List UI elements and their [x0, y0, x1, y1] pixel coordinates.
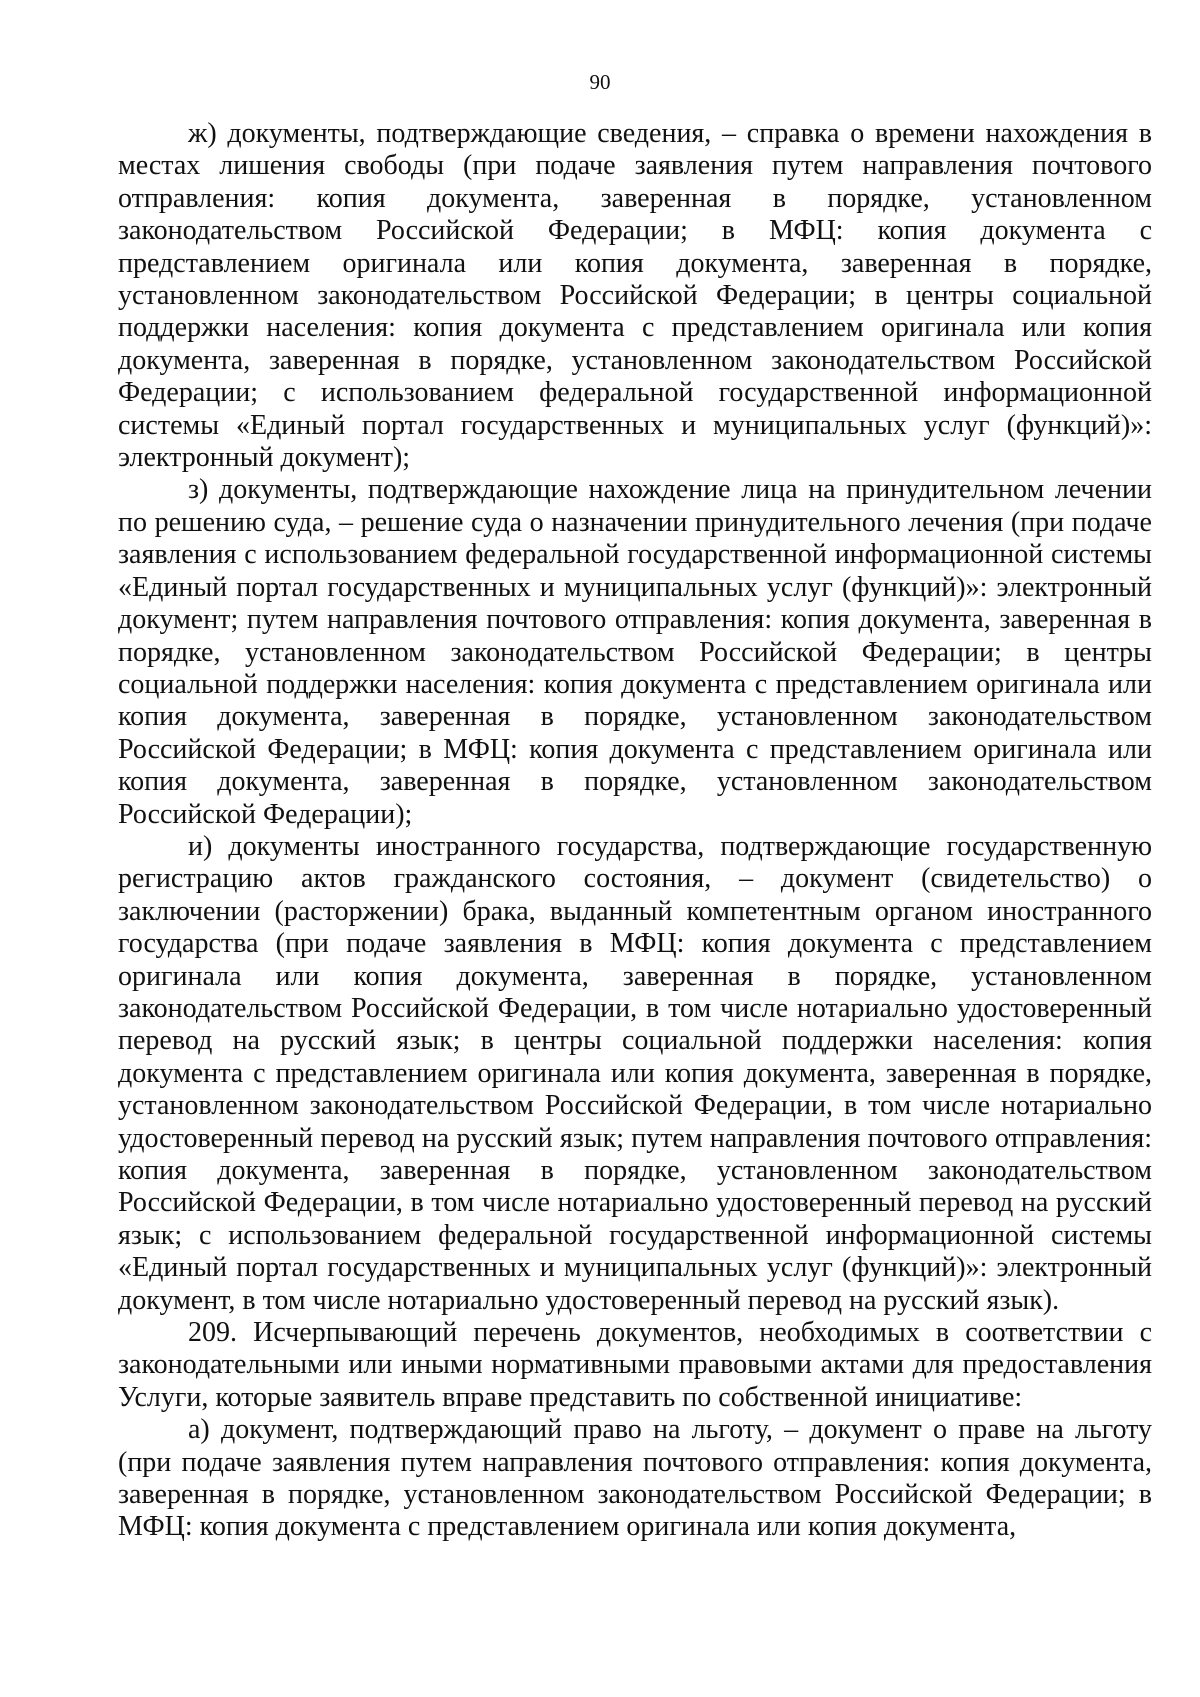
paragraph-z: з) документы, подтверждающие нахождение лица на принудительном лечении по решению суда, – решение суда о назначении принудительного лечения (при подаче заявления с использованием федеральной государственной информационной системы «Единый портал государственных и муниципальных услуг (функций)»: электронный документ; путем направления почтового отправления: копия документа, заверенная в порядке, установленном законодательством Российской Федерации; в центры социальной поддержки населения: копия документа с представлением оригинала или копия документа, заверенная в порядке, установленном законодательством Российской Федерации; в МФЦ: копия документа с представлением оригинала или копия документа, заверенная в порядке, установленном законодательством Российской Федерации); [118, 474, 1152, 830]
paragraph-i: и) документы иностранного государства, подтверждающие государственную регистрацию актов гражданского состояния, – документ (свидетельство) о заключении (расторжении) брака, выданный компетентным органом иностранного государства (при подаче заявления в МФЦ: копия документа с представлением оригинала или копия документа, заверенная в порядке, установленном законодательством Российской Федерации, в том числе нотариально удостоверенный перевод на русский язык; в центры социальной поддержки населения: копия документа с представлением оригинала или копия документа, заверенная в порядке, установленном законодательством Российской Федерации, в том числе нотариально удостоверенный перевод на русский язык; путем направления почтового отправления: копия документа, заверенная в порядке, установленном законодательством Российской Федерации, в том числе нотариально удостоверенный перевод на русский язык; с использованием федеральной государственной информационной системы «Единый портал государственных и муниципальных услуг (функций)»: электронный документ, в том числе нотариально удостоверенный перевод на русский язык). [118, 830, 1152, 1316]
paragraph-a: а) документ, подтверждающий право на льготу, – документ о праве на льготу (при подаче заявления путем направления почтового отправления: копия документа, заверенная в порядке, установленном законодательством Российской Федерации; в МФЦ: копия документа с представлением оригинала или копия документа, [118, 1414, 1152, 1543]
document-body [118, 118, 1152, 1544]
page-number: 90 [589, 70, 611, 94]
paragraph-zh: ж) документы, подтверждающие сведения, – справка о времени нахождения в местах лишения свободы (при подаче заявления путем направления почтового отправления: копия документа, заверенная в порядке, установленном законодательством Российской Федерации; в МФЦ: копия документа с представлением оригинала или копия документа, заверенная в порядке, установленном законодательством Российской Федерации; в центры социальной поддержки населения: копия документа с представлением оригинала или копия документа, заверенная в порядке, установленном законодательством Российской Федерации; с использованием федеральной государственной информационной системы «Единый портал государственных и муниципальных услуг (функций)»: электронный документ); [118, 118, 1152, 474]
paragraph-209: 209. Исчерпывающий перечень документов, необходимых в соответствии с законодательными или иными нормативными правовыми актами для предоставления Услуги, которые заявитель вправе представить по собственной инициативе: [118, 1317, 1152, 1413]
